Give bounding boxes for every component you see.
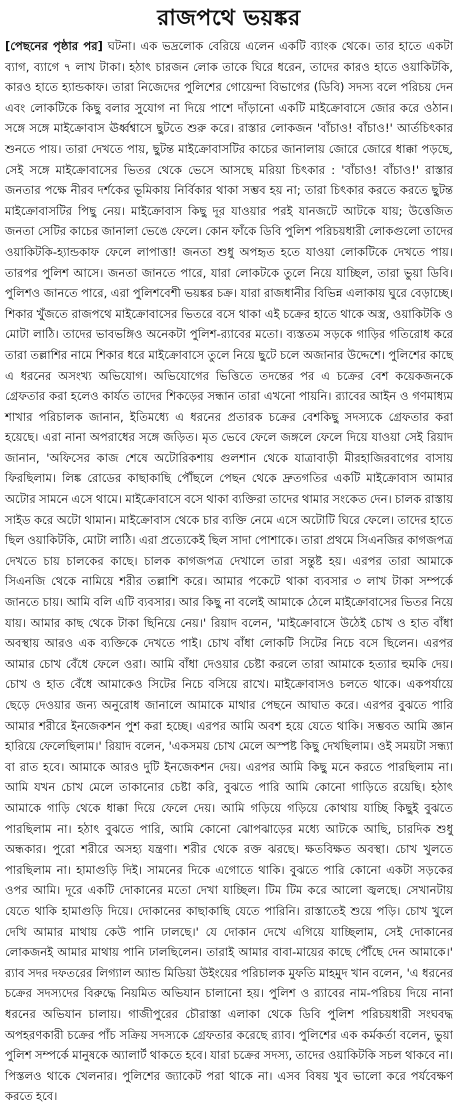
article-body bbox=[5, 36, 454, 1104]
continued-from-previous-page-label: [পেছনের পৃষ্ঠার পর] bbox=[5, 39, 103, 53]
article-headline: রাজপথে ভয়ঙ্কর bbox=[157, 6, 301, 31]
article-body-text: ঘটনা। এক ভদ্রলোক বেরিয়ে এলেন একটি ব্যাংক থেকে। তার হাতে একটা ব্যাগ, ব্যাগে ৭ লাখ টাকা। হঠাৎ চারজন লোক তাকে ঘিরে ধরেন, তাদের কারও হাতে ওয়াকিটকি, কারও হাতে হ্যান্ডকাফ। তারা নিজেদের পুলিশের গোয়েন্দা বিভাগের (ডিবি) সদস্য বলে পরিচয় দেন এবং লোকটিকে কিছু বলার সুযোগ না দিয়ে পাশে দাঁড়ানো একটি মাইক্রোবাসে জোর করে ওঠান। সঙ্গে সঙ্গে মাইক্রোবাস ঊর্ধ্বশ্বাসে ছুটতে শুরু করে। রাস্তার লোকজন 'বাঁচাও! বাঁচাও!' আর্তচিৎকার শুনতে পায়। তারা দেখতে পায়, ছুটন্ত মাইক্রোবাসটির কাচের জানালায় জোরে জোরে ধাক্কা পড়ছে, সেই সঙ্গে মাইক্রোবাসের ভিতর থেকে ভেসে আসছে মরিয়া চিৎকার : 'বাঁচাও! বাঁচাও!' রাস্তার জনতার পক্ষে নীরব দর্শকের ভূমিকায় নির্বিকার থাকা সম্ভব হয় না; তারা চিৎকার করতে করতে ছুটন্ত মাইক্রোবাসটির পিছু নেয়। মাইক্রোবাস কিছু দূর যাওয়ার পরই যানজটে আটকে যায়; উত্তেজিত জনতা সেটির কাচের জানালা ভেঙে ফেলে। কোন ফাঁকে ডিবি পুলিশ পরিচয়ধারী লোকগুলো তাদের ওয়াকিটকি-হ্যান্ডকাফ ফেলে লাপাত্তা! জনতা শুধু অপহৃত হতে যাওয়া লোকটিকে দেখতে পায়। তারপর পুলিশ আসে। জনতা জানতে পারে, যারা লোকটকে তুলে নিয়ে যাচ্ছিল, তারা ভুয়া ডিবি। পুলিশও জানতে পারে, এরা পুলিশবেশী ভয়ঙ্কর চক্র। যারা রাজধানীর বিভিন্ন এলাকায় ঘুরে বেড়াচ্ছে। শিকার খুঁজতে রাজপথে মাইক্রোবাসের ভিতরে বসে থাকা এই চক্রের হাতে থাকে অস্ত্র, ওয়াকিটকি ও মোটা লাঠি। তাদের ভাবভঙ্গিও অনেকটা পুলিশ-র‌্যাবের মতো। ব্যস্ততম সড়কে গাড়ির গতিরোধ করে তারা তল্লাশির নামে শিকার ধরে মাইক্রোবাসে তুলে নিয়ে ছুটে চলে অজানার উদ্দেশে। পুলিশের কাছে এ ধরনের অসংখ্য অভিযোগ। অভিযোগের ভিত্তিতে তদন্তের পর এ চক্রের বেশ কয়েকজনকে গ্রেফতার করা হলেও কার্যত তাদের শিকড়ের সন্ধান তারা এখনো পায়নি। র‌্যাবের আইন ও গণমাধ্যম শাখার পরিচালক জানান, ইতিমধ্যে এ ধরনের প্রতারক চক্রের বেশকিছু সদস্যকে গ্রেফতার করা হয়েছে। এরা নানা অপরাধের সঙ্গে জড়িত। মৃত ভেবে ফেলে জঙ্গলে ফেলে দিয়ে যাওয়া সেই রিয়াদ জানান, 'অফিসের কাজ শেষে অটোরিকশায় গুলশান থেকে যাত্রাবাড়ী মীরহাজিরবাগের বাসায় ফিরছিলাম। লিঙ্ক রোডের কাছাকাছি পৌঁছলে পেছন থেকে দ্রুতগতির একটি মাইক্রোবাস আমার অটোর সামনে এসে থামে। মাইক্রোবাসে বসে থাকা ব্যক্তিরা তাদের থামার সংকেত দেন। চালক রাস্তায় সাইড করে অটো থামান। মাইক্রোবাস থেকে চার ব্যক্তি নেমে এসে অটোটি ঘিরে ফেলে। তাদের হাতে ছিল ওয়াকিটকি, মোটা লাঠি। এরা প্রত্যেকেই ছিল সাদা পোশাকে। তারা প্রথমে সিএনজির কাগজপত্র দেখতে চায় চালকের কাছে। চালক কাগজপত্র দেখালে তারা সন্তুষ্ট হয়। এরপর তারা আমাকে সিএনজি থেকে নামিয়ে শরীর তল্লাশি করে। আমার পকেটে থাকা ব্যবসার ৩ লাখ টাকা সম্পর্কে জানতে চায়। আমি বলি এটি ব্যবসার। আর কিছু না বলেই আমাকে ঠেলে মাইক্রোবাসের ভিতর নিয়ে যায়। আমার কাছ থেকে টাকা ছিনিয়ে নেয়।' রিয়াদ বলেন, 'মাইক্রোবাসে উঠেই চোখ ও হাত বাঁধা অবস্থায় আরও এক ব্যক্তিকে দেখতে পাই। চোখ বাঁধা লোকটি সিটের নিচে বসে ছিলেন। এরপর আমার চোখ বেঁধে ফেলে ওরা। আমি বাঁধা দেওয়ার চেষ্টা করলে তারা আমাকে হত্যার হুমকি দেয়। চোখ ও হাত বেঁধে আমাকেও সিটের নিচে বসিয়ে রাখে। মাইক্রোবাসও চলতে থাকে। একপর্যায়ে ছেড়ে দেওয়ার জন্য অনুরোধ জানালে আমাকে মাথার পেছনে আঘাত করে। এরপর বুঝতে পারি আমার শরীরে ইনজেকশন পুশ করা হচ্ছে। এরপর আমি অবশ হয়ে যেতে থাকি। সম্ভবত আমি জ্ঞান হারিয়ে ফেলেছিলাম।' রিয়াদ বলেন, 'একসময় চোখ মেলে অস্পষ্ট কিছু দেখছিলাম। ওই সময়টা সন্ধ্যা বা রাত হবে। আমাকে আরও দুটি ইনজেকশন দেয়। এরপর আমি কিছু মনে করতে পারছিলাম না। আমি যখন চোখ মেলে তাকানোর চেষ্টা করি, বুঝতে পারি আমি কোনো গাড়িতে রয়েছি। হঠাৎ আমাকে গাড়ি থেকে ধাক্কা দিয়ে ফেলে দেয়। আমি গড়িয়ে গড়িয়ে কোথায় যাচ্ছি কিছুই বুঝতে পারছিলাম না। হঠাৎ বুঝতে পারি, আমি কোনো ঝোপঝাড়ের মধ্যে আটকে আছি, চারদিক শুধু অন্ধকার। পুরো শরীরে অসহ্য যন্ত্রণা। শরীর থেকে রক্ত ঝরছে। ক্ষতবিক্ষত অবস্থা। চোখ খুলতে পারছিলাম না। হামাগুড়ি দিই। সামনের দিকে এগোতে থাকি। বুঝতে পারি কোনো একটা সড়কের ওপর আমি। দূরে একটি দোকানের মতো দেখা যাচ্ছিল। টিম টিম করে আলো জ্বলছে। সেখানটায় যেতে থাকি হামাগুড়ি দিয়ে। দোকানের কাছাকাছি যেতে পারিনি। রাস্তাতেই শুয়ে পড়ি। চোখ খুলে দেখি আমার মাথায় কেউ পানি ঢালছে।' যে দোকান দেখে এগিয়ে যাচ্ছিলাম, সেই দোকানের লোকজনই আমার মাথায় পানি ঢালছিলেন। তারাই আমার বাবা-মায়ের কাছে পৌঁছে দেন আমাকে।' র‌্যাব সদর দফতরের লিগ্যাল অ্যান্ড মিডিয়া উইংয়ের পরিচালক মুফতি মাহমুদ খান বলেন, 'এ ধরনের চক্রের সদস্যদের বিরুদ্ধে নিয়মিত অভিযান চালানো হয়। পুলিশ ও র‌্যাবের নাম-পরিচয় দিয়ে নানা ধরনের অভিযান চালায়। গাজীপুরের চৌরাস্তা এলাকা থেকে ডিবি পুলিশ পরিচয়ধারী সংঘবদ্ধ অপহরণকারী চক্রের পাঁচ সক্রিয় সদস্যকে গ্রেফতার করেছে র‌্যাব। পুলিশের এক কর্মকর্তা বলেন, ভুয়া পুলিশ সম্পর্কে মানুষকে অ্যালার্ট থাকতে হবে। যারা চক্রের সদস্য, তাদের ওয়াকিটকি সচল থাকবে না। পিস্তলও থাকে খেলনার। পুলিশের জ্যাকেট পরা থাকে না। এসব বিষয় খুব ভালো করে পর্যবেক্ষণ করতে হবে। bbox=[5, 39, 454, 1104]
